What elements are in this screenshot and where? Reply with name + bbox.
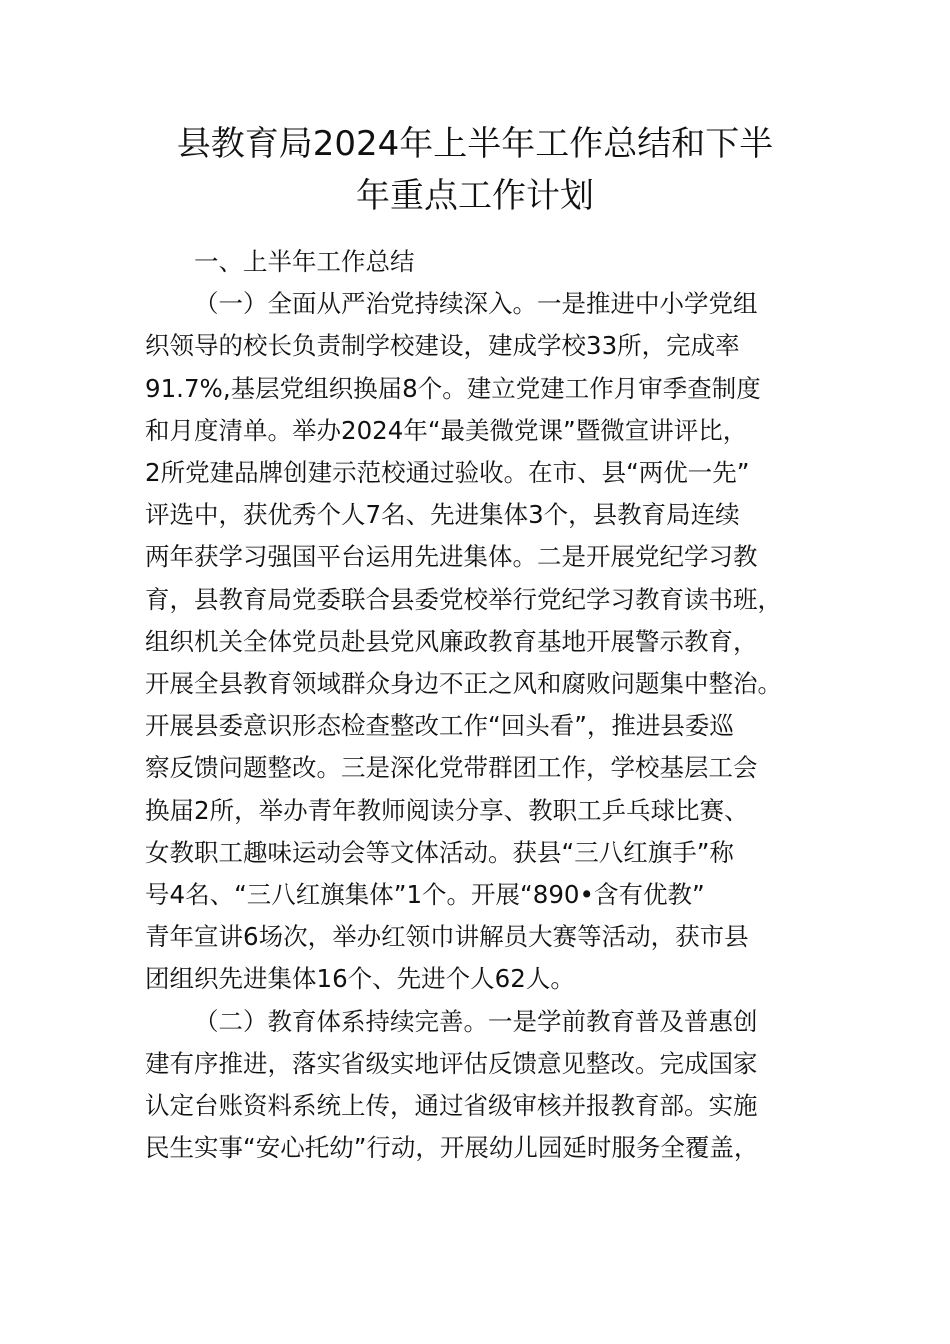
paragraph-line: 青年宣讲6场次，举办红领巾讲解员大赛等活动，获市县 xyxy=(145,922,749,952)
paragraph-line: 团组织先进集体16个、先进个人62人。 xyxy=(145,964,575,994)
paragraph-line: （一）全面从严治党持续深入。一是推进中小学党组 xyxy=(194,289,758,319)
title-line: 县教育局2024年上半年工作总结和下半 xyxy=(176,124,774,164)
section-heading-text: 一、上半年工作总结 xyxy=(194,247,415,276)
paragraph-line: 建有序推进，落实省级实地评估反馈意见整改。完成国家 xyxy=(145,1048,758,1078)
section-heading xyxy=(145,241,807,283)
paragraph-line: （二）教育体系持续完善。一是学前教育普及普惠创 xyxy=(194,1006,758,1036)
paragraph-line: 认定台账资料系统上传，通过省级审核并报教育部。实施 xyxy=(145,1091,758,1121)
paragraph-line: 民生实事“安心托幼”行动，开展幼儿园延时服务全覆盖， xyxy=(145,1133,759,1163)
title-line: 年重点工作计划 xyxy=(356,176,594,216)
paragraph-line: 2所党建品牌创建示范校通过验收。在市、县“两优一先” xyxy=(145,458,750,488)
paragraph-line: 织领导的校长负责制学校建设，建成学校33所，完成率 xyxy=(145,331,740,361)
paragraph-line: 开展县委意识形态检查整改工作“回头看”，推进县委巡 xyxy=(145,711,734,741)
paragraph-line: 组织机关全体党员赴县党风廉政教育基地开展警示教育， xyxy=(145,626,758,656)
paragraph-line: 评选中，获优秀个人7名、先进集体3个，县教育局连续 xyxy=(145,500,740,530)
paragraph-line: 女教职工趣味运动会等文体活动。获县“三八红旗手”称 xyxy=(145,837,734,867)
paragraph-line: 换届2所，举办青年教师阅读分享、教职工乒乓球比赛、 xyxy=(145,795,749,825)
paragraph-line: 育，县教育局党委联合县委党校举行党纪学习教育读书班， xyxy=(145,584,782,614)
paragraph-line: 和月度清单。举办2024年“最美微党课”暨微宣讲评比， xyxy=(145,415,748,445)
paragraph-line: 两年获学习强国平台运用先进集体。二是开展党纪学习教 xyxy=(145,542,758,572)
paragraph-education-system xyxy=(145,1001,807,1170)
document-title xyxy=(140,118,810,222)
paragraph-party-governance xyxy=(145,283,807,1000)
paragraph-line: 91.7%,基层党组织换届8个。建立党建工作月审季查制度 xyxy=(145,373,761,403)
paragraph-line: 号4名、“三八红旗集体”1个。开展“890•含有优教” xyxy=(145,880,705,910)
document-body xyxy=(145,241,807,1169)
paragraph-line: 开展全县教育领域群众身边不正之风和腐败问题集中整治。 xyxy=(145,669,782,699)
paragraph-line: 察反馈问题整改。三是深化党带群团工作，学校基层工会 xyxy=(145,753,758,783)
